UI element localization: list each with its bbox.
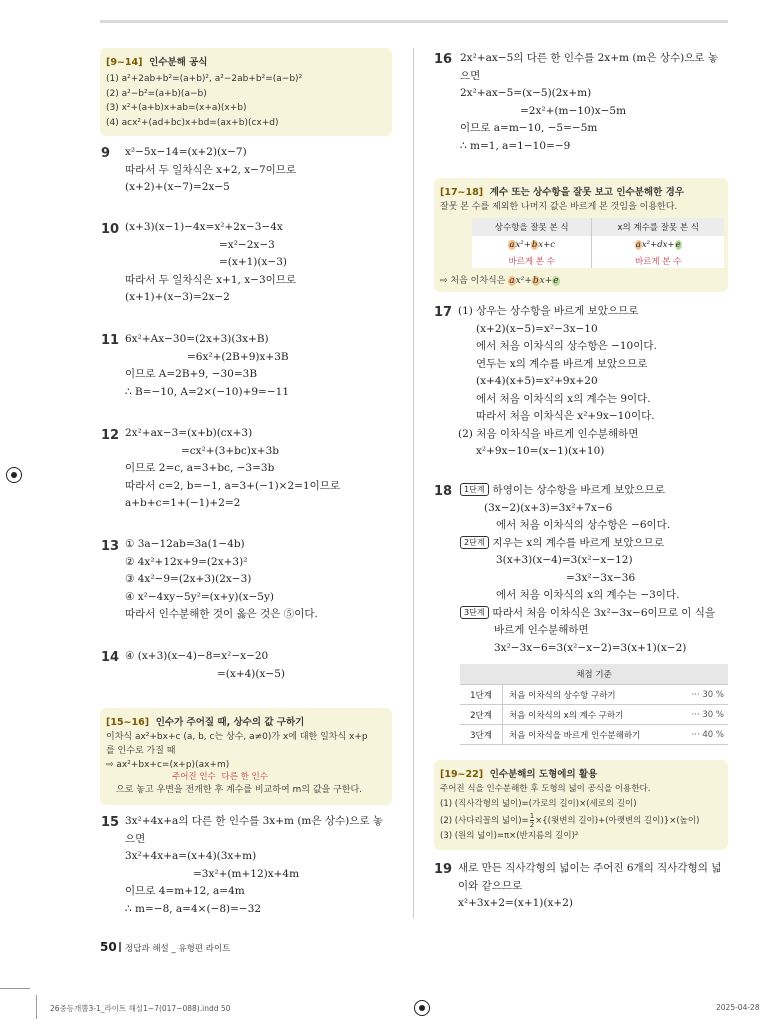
- problem-number: 14: [101, 650, 120, 665]
- solution-10: [125, 219, 296, 307]
- annotation-other-factor: 다른 한 인수: [221, 772, 268, 782]
- result-expression: [508, 276, 559, 286]
- table-cell: [592, 236, 724, 254]
- solution-line: 새로 만든 직사각형의 넓이는 주어진 6개의 직사각형의 넓: [458, 862, 722, 874]
- step-badge: 2단계: [460, 536, 489, 549]
- solution-line: 2x²+ax−5의 다른 한 인수를 2x+m (m은 상수)으로 놓: [460, 52, 718, 64]
- solution-11: [125, 331, 289, 401]
- solution-line: 지우는 x의 계수를 바르게 보았으므로: [492, 536, 664, 549]
- solution-line: ④ (x+3)(x−4)−8=x²−x−20: [125, 650, 269, 662]
- scoring-step: 3단계: [460, 725, 503, 745]
- correct-coefficient: a: [509, 240, 515, 250]
- correct-coefficient: b: [531, 240, 538, 250]
- solution-line: ∴ B=−10, A=2×(−10)+9=−11: [125, 385, 290, 398]
- box-range: [15~16]: [106, 717, 150, 728]
- solution-line: 이므로 2=c, a=3+bc, −3=3b: [125, 462, 275, 474]
- solution-line: 2x²+ax−5=(x−5)(2x+m): [460, 87, 592, 99]
- mistake-table: [472, 218, 724, 268]
- formula-line: (2) a²−b²=(a+b)(a−b): [106, 88, 207, 99]
- solution-line: 따라서 인수분해한 것이 옳은 것은 ⑤이다.: [125, 608, 318, 620]
- solution-line: ∴ m=1, a=1−10=−9: [460, 139, 571, 152]
- box-line: 를 인수로 가질 때: [106, 746, 176, 756]
- annotation-row: [106, 772, 368, 783]
- solution-line: =(x+4)(x−5): [217, 667, 285, 680]
- problem-number: 12: [101, 428, 120, 443]
- formula-line: (1) a²+2ab+b²=(a+b)², a²−2ab+b²=(a−b)²: [106, 74, 303, 84]
- solution-line: ∴ m=−8, a=4×(−8)=−32: [125, 902, 262, 915]
- step-line: [460, 535, 715, 553]
- solution-line: 에서 처음 이차식의 x의 계수는 9이다.: [476, 392, 651, 405]
- solution-line: (x+4)(x+5)=x²+9x+20: [476, 375, 598, 387]
- solution-line: 3x²+4x+a=(x+4)(3x+m): [125, 850, 257, 862]
- problem-number: 9: [101, 146, 111, 161]
- scoring-desc: 처음 이차식의 x의 계수 구하기: [503, 705, 681, 725]
- problem-number: 17: [434, 305, 453, 320]
- scoring-points: ··· 40 %: [680, 725, 728, 745]
- table-cell-text: x²+: [515, 240, 531, 250]
- solution-line: =x²−2x−3: [219, 238, 275, 251]
- file-info: 26중등개뿔3-1_라이트 해설1~7(017~088).indd 50: [50, 1004, 231, 1013]
- step-badge: 1단계: [460, 483, 489, 496]
- box-range: [9~14]: [106, 57, 143, 68]
- problem-number: 19: [434, 862, 453, 877]
- table-header: x의 계수를 잘못 본 식: [617, 223, 699, 233]
- solution-line: ③ 4x²−9=(2x+3)(2x−3): [125, 573, 252, 585]
- crop-mark: [0, 988, 30, 989]
- box-line: (3) (원의 넓이)=π×(반지름의 길이)²: [440, 831, 579, 841]
- solution-line: 따라서 두 일차식은 x+2, x−7이므로: [125, 163, 297, 176]
- solution-18: [460, 482, 715, 657]
- scoring-desc: 처음 이차식을 바르게 인수분해하기: [503, 725, 681, 745]
- box-title: 인수가 주어질 때, 상수의 값 구하기: [155, 717, 305, 728]
- annotation-given-factor: 주어진 인수: [172, 772, 216, 782]
- result-prefix: ⇨ 처음 이차식은: [440, 276, 509, 286]
- scoring-title: 채점 기준: [460, 664, 728, 685]
- annotation-correct: 바르게 본 수: [634, 257, 682, 267]
- section-title: 정답과 해설 _ 유형편 라이트: [125, 944, 231, 954]
- box-heading: [440, 766, 597, 780]
- solution-line: 이므로 a=m−10, −5=−5m: [460, 122, 598, 134]
- box-range: [19~22]: [440, 769, 484, 780]
- solution-line: 따라서 c=2, b=−1, a=3+(−1)×2=1이므로: [125, 479, 341, 492]
- solution-line: ① 3a−12ab=3a(1−4b): [125, 538, 245, 550]
- solution-line: 3(x+3)(x−4)=3(x²−x−12): [496, 554, 633, 566]
- top-rule: [100, 20, 728, 23]
- solution-line: 으면: [125, 832, 146, 845]
- scoring-desc: 처음 이차식의 상수항 구하기: [503, 685, 681, 705]
- solution-line: 에서 처음 이차식의 상수항은 −10이다.: [476, 340, 657, 352]
- solution-line: 이므로 4=m+12, a=4m: [125, 885, 245, 897]
- table-cell-text: x+c: [538, 240, 555, 250]
- solution-line: 이와 같으므로: [458, 879, 523, 892]
- scoring-step: 2단계: [460, 705, 503, 725]
- box-line: 주어진 식을 인수분해한 후 도형의 넓이 공식을 이용한다.: [440, 784, 651, 794]
- solution-line: =6x²+(2B+9)x+3B: [187, 350, 289, 363]
- table-cell-text: x²+dx+: [641, 240, 675, 250]
- formula-line: (3) x²+(a+b)x+ab=(x+a)(x+b): [106, 103, 247, 113]
- table-cell: [472, 236, 592, 254]
- problem-number: 18: [434, 484, 453, 499]
- scoring-points: ··· 30 %: [680, 685, 728, 705]
- solution-12: [125, 425, 340, 513]
- solution-line: 바르게 인수분해하면: [494, 624, 589, 636]
- scoring-table: [460, 664, 728, 745]
- table-header: 상수항을 잘못 본 식: [472, 218, 592, 236]
- solution-line: =cx²+(3+bc)x+3b: [181, 444, 280, 457]
- solution-line: ② 4x²+12x+9=(2x+3)²: [125, 555, 248, 568]
- solution-line: 이므로 A=2B+9, −30=3B: [125, 368, 258, 380]
- formula-box-15-16: [100, 708, 392, 805]
- solution-line: =(x+1)(x−3): [219, 256, 287, 268]
- solution-line: (x+3)(x−1)−4x=x²+2x−3−4x: [125, 221, 283, 233]
- result-term: e: [553, 276, 559, 286]
- solution-line: 3x²−3x−6=3(x²−x−2)=3(x+1)(x−2): [494, 641, 687, 654]
- solution-13: [125, 536, 318, 624]
- solution-line: 따라서 처음 이차식은 x²+9x−10이다.: [476, 410, 655, 422]
- solution-line: x²+3x+2=(x+1)(x+2): [458, 897, 573, 909]
- formula-box-19-22: [434, 760, 728, 850]
- box-line: 으로 놓고 우변을 전개한 후 계수를 비교하여 m의 값을 구한다.: [116, 785, 363, 795]
- result-term: a: [509, 276, 515, 286]
- fraction: [530, 812, 534, 829]
- footer-separator: [119, 942, 121, 952]
- crop-mark: [36, 995, 37, 1019]
- annotation-correct: 바르게 본 수: [508, 257, 555, 267]
- column-divider: [413, 48, 414, 918]
- solution-line: 에서 처음 이차식의 상수항은 −6이다.: [496, 519, 671, 531]
- solution-line: (x+2)(x−5)=x²−3x−10: [476, 322, 598, 335]
- solution-line: =2x²+(m−10)x−5m: [520, 104, 627, 117]
- scoring-points: ··· 30 %: [680, 705, 728, 725]
- solution-line: (2) 처음 이차식을 바르게 인수분해하면: [458, 427, 639, 440]
- problem-number: 10: [101, 222, 120, 237]
- correct-constant: e: [675, 240, 681, 250]
- box-title: 인수분해 공식: [149, 57, 208, 68]
- solution-19: [458, 860, 721, 913]
- formula-box-9-14: [100, 48, 392, 136]
- result-line: [440, 274, 560, 289]
- box-heading: [106, 54, 207, 68]
- table-row: [460, 705, 728, 725]
- solution-9: [125, 144, 296, 197]
- box-range: [17~18]: [440, 187, 484, 198]
- tip-box-17-18: [434, 178, 728, 292]
- box-line: 잘못 본 수를 제외한 나머지 값은 바르게 본 것임을 이용한다.: [440, 202, 678, 212]
- print-date: 2025-04-28: [716, 1003, 760, 1012]
- solution-15: [125, 813, 383, 918]
- solution-line: (x+2)+(x−7)=2x−5: [125, 181, 230, 193]
- box-line-part: (2) (사다리꼴의 넓이)=: [440, 816, 529, 826]
- solution-line: 6x²+Ax−30=(2x+3)(3x+B): [125, 333, 269, 345]
- solution-line: x²+9x−10=(x−1)(x+10): [476, 445, 605, 457]
- box-title: 인수분해의 도형에의 활용: [489, 769, 598, 780]
- solution-line: (1) 상우는 상수항을 바르게 보았으므로: [458, 305, 639, 317]
- solution-14: [125, 648, 285, 683]
- box-line-part: ×{(윗변의 길이)+(아랫변의 길이)}×(높이): [535, 816, 700, 826]
- problem-number: 16: [434, 52, 453, 67]
- scoring-step: 1단계: [460, 685, 503, 705]
- solution-line: 에서 처음 이차식의 x의 계수는 −3이다.: [496, 589, 680, 601]
- problem-number: 11: [101, 333, 120, 348]
- box-heading: [106, 714, 304, 728]
- page-number: 50: [100, 940, 117, 954]
- table-note: [592, 254, 724, 268]
- table-row: [460, 685, 728, 705]
- result-term: x²+: [515, 276, 532, 286]
- step-badge: 3단계: [460, 606, 489, 619]
- solution-line: 2x²+ax−3=(x+b)(cx+3): [125, 427, 253, 439]
- solution-16: [460, 50, 718, 155]
- table-row: [460, 725, 728, 745]
- box-body: [106, 730, 368, 797]
- solution-line: 연두는 x의 계수를 바르게 보았으므로: [476, 357, 648, 370]
- correct-coefficient: a: [635, 240, 641, 250]
- box-line: 이차식 ax²+bx+c (a, b, c는 상수, a≠0)가 x에 대한 일차식 x+p: [106, 732, 368, 742]
- registration-mark-icon: [6, 467, 22, 483]
- solution-line: 3x²+4x+a의 다른 한 인수를 3x+m (m은 상수)으로 놓: [125, 815, 383, 827]
- solution-line: a+b+c=1+(−1)+2=2: [125, 497, 241, 509]
- solution-line: 따라서 두 일차식은 x+1, x−3이므로: [125, 273, 297, 286]
- solution-17: [458, 303, 657, 461]
- fraction-numerator: 1: [529, 812, 535, 820]
- solution-line: (3x−2)(x+3)=3x²+7x−6: [484, 501, 613, 514]
- solution-line: =3x²−3x−36: [566, 571, 636, 584]
- table-note: [472, 254, 592, 268]
- problem-number: 15: [101, 815, 120, 830]
- box-line: (1) (직사각형의 넓이)=(가로의 길이)×(세로의 길이): [440, 799, 637, 809]
- solution-line: ④ x²−4xy−5y²=(x+y)(x−5y): [125, 590, 274, 603]
- problem-number: 13: [101, 539, 120, 554]
- step-line: [460, 605, 715, 623]
- solution-line: (x+1)+(x−3)=2x−2: [125, 291, 230, 303]
- box-title: 계수 또는 상수항을 잘못 보고 인수분해한 경우: [489, 187, 684, 198]
- registration-mark-icon: [414, 1000, 430, 1016]
- solution-line: 하영이는 상수항을 바르게 보았으므로: [492, 484, 665, 496]
- solution-line: =3x²+(m+12)x+4m: [193, 867, 300, 880]
- solution-line: x²−5x−14=(x+2)(x−7): [125, 146, 247, 158]
- result-term: x+: [539, 276, 553, 286]
- box-line: [440, 812, 699, 829]
- step-line: [460, 482, 715, 500]
- fraction-denominator: 2: [529, 821, 535, 829]
- result-term: b: [532, 276, 539, 286]
- box-body: [106, 72, 302, 130]
- box-body: [440, 782, 699, 844]
- box-heading: [440, 184, 684, 198]
- solution-line: 따라서 처음 이차식은 3x²−3x−6이므로 이 식을: [492, 606, 716, 619]
- box-line: ⇨ ax²+bx+c=(x+p)(ax+m): [106, 760, 230, 770]
- formula-line: (4) acx²+(ad+bc)x+bd=(ax+b)(cx+d): [106, 117, 279, 128]
- solution-line: 으면: [460, 69, 481, 82]
